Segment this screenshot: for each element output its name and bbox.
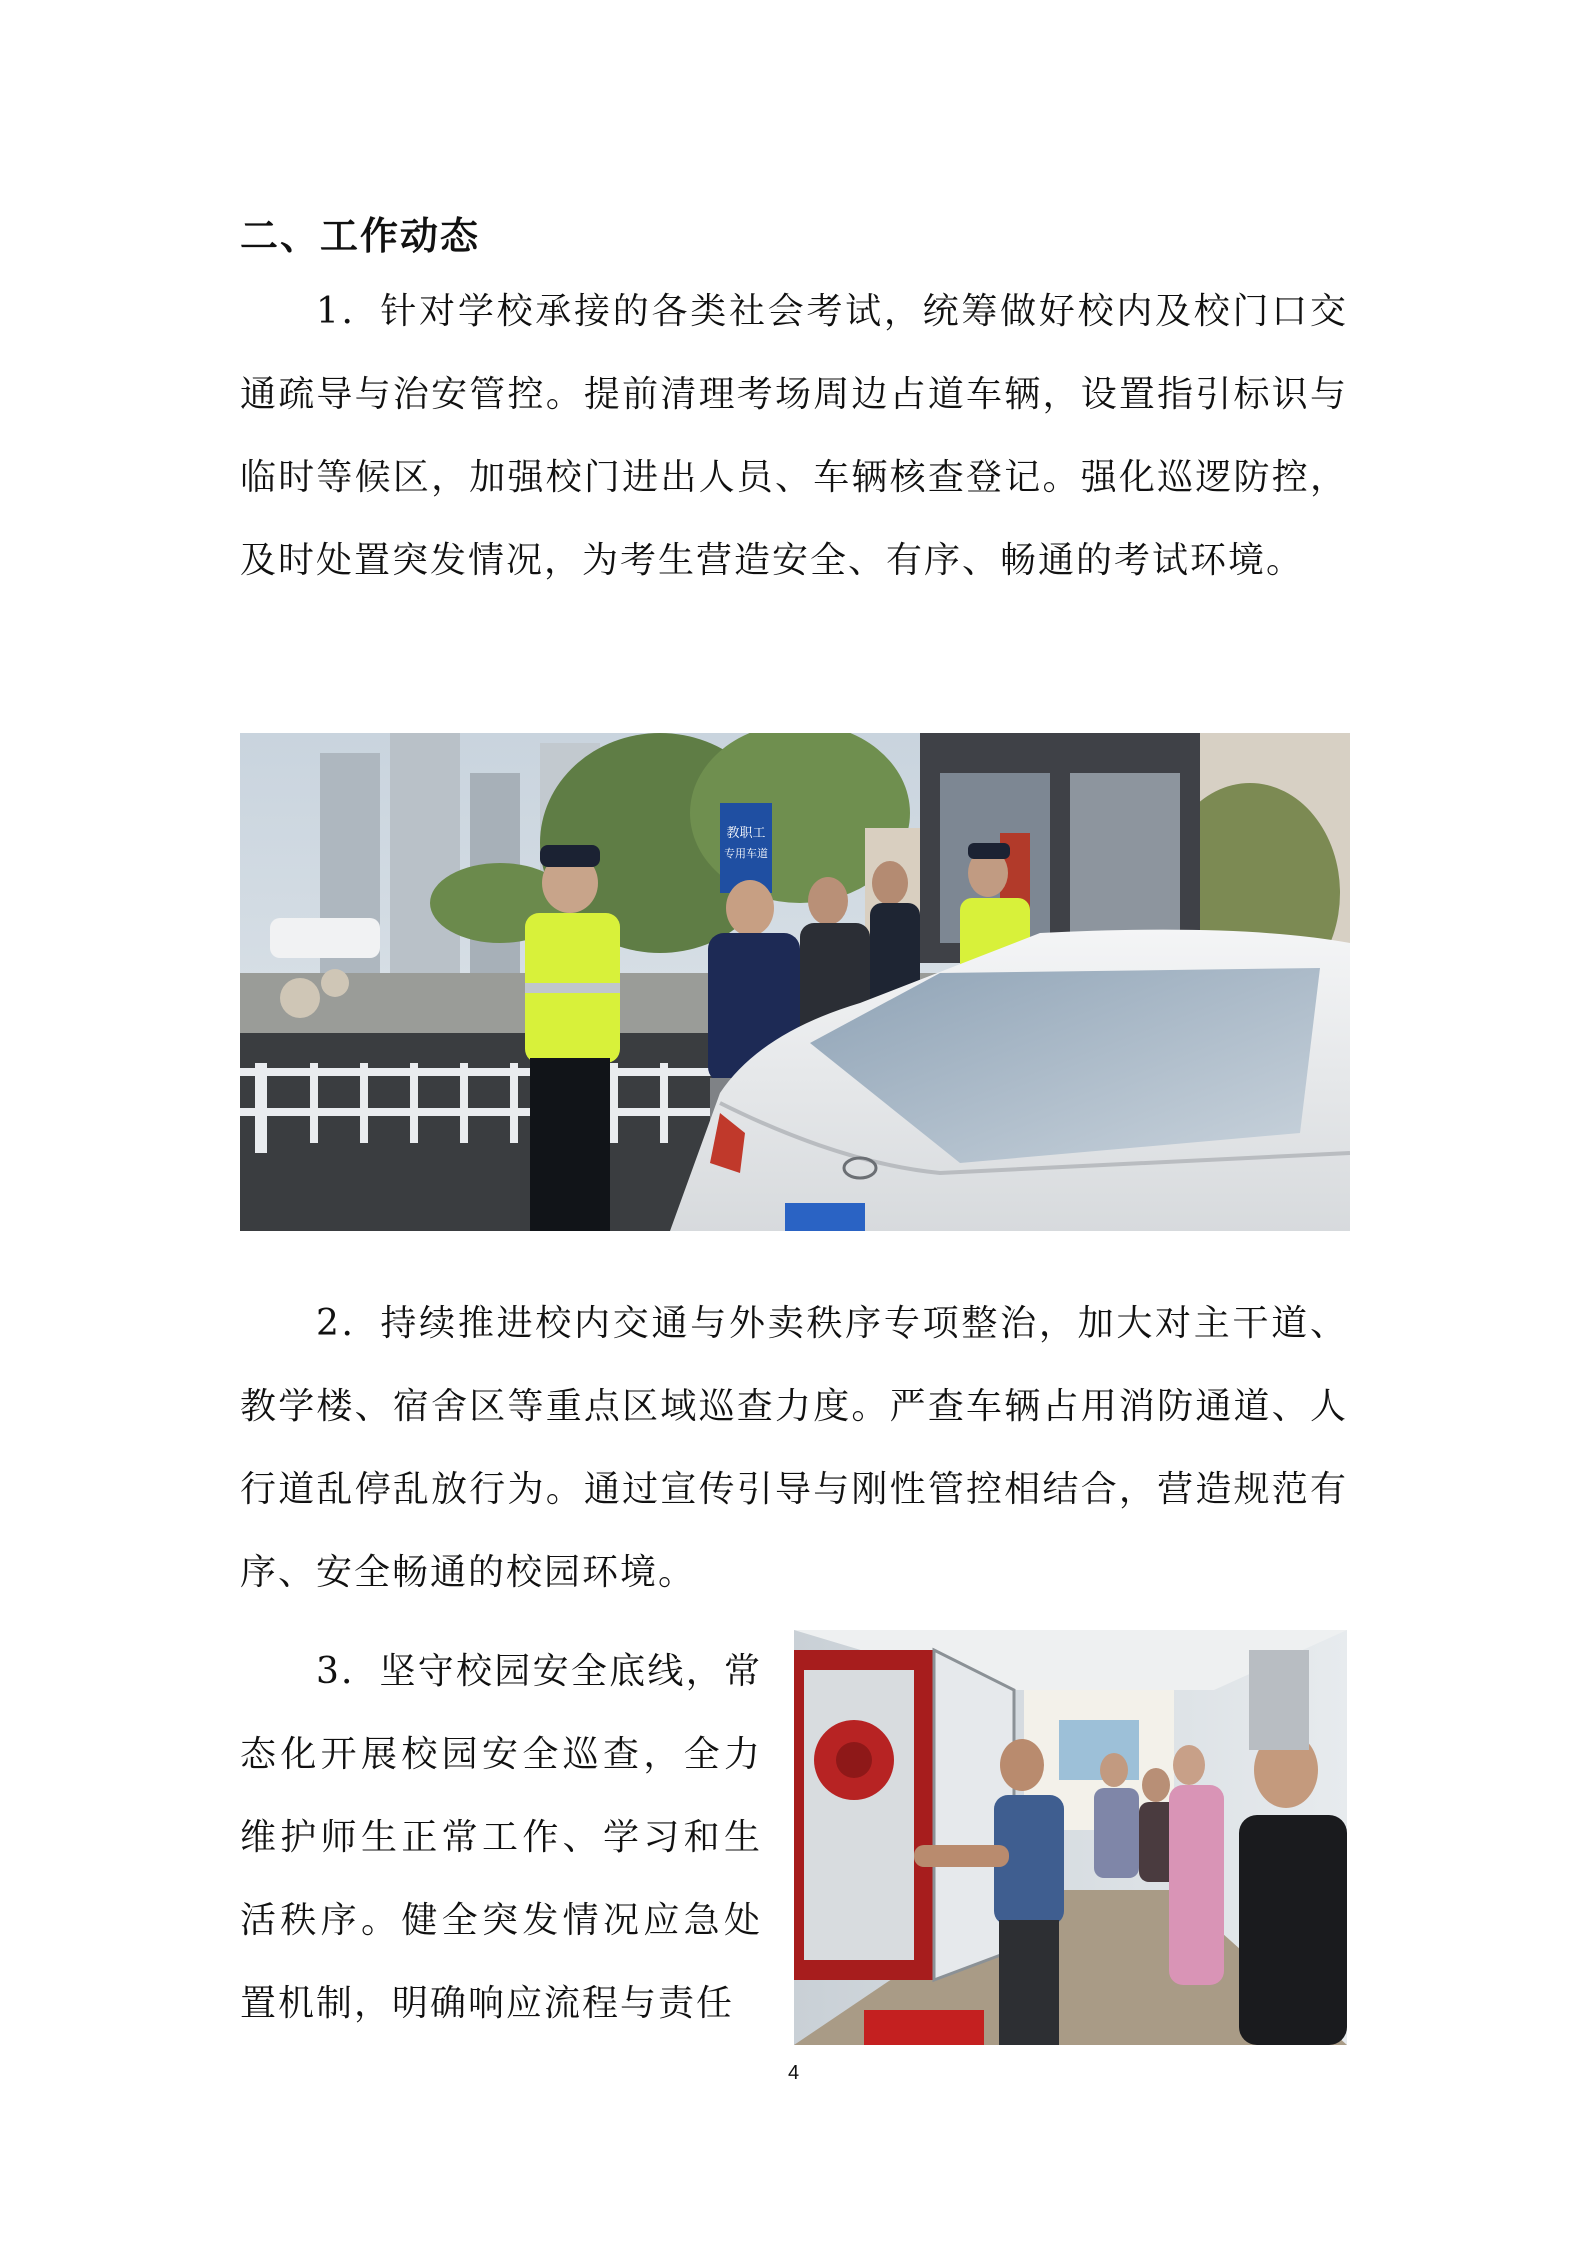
paragraph-1: 1．针对学校承接的各类社会考试，统筹做好校内及校门口交通疏导与治安管控。提前清理考场周边占道车辆，设置指引标识与临时等候区，加强校门进出人员、车辆核查登记。强化巡逻防控，及时处置突发情况，为考生营造安全、有序、畅通的考试环境。 (240, 291, 1348, 581)
photo-fire-equipment-inspection (794, 1630, 1347, 2045)
sign-text-line2: 专用车道 (724, 847, 768, 860)
paragraph-2: 2．持续推进校内交通与外卖秩序专项整治，加大对主干道、教学楼、宿舍区等重点区域巡查力度。严查车辆占用消防通道、人行道乱停乱放行为。通过宣传引导与刚性管控相结合，营造规范有序、安全畅通的校园环境。 (240, 1303, 1348, 1593)
page-number: 4 (787, 2062, 800, 2084)
sign-text-line1: 教职工 (726, 826, 766, 841)
paragraph-3: 3．坚守校园安全底线，常态化开展校园安全巡查，全力维护师生正常工作、学习和生活秩序。健全突发情况应急处置机制，明确响应流程与责任 (240, 1651, 762, 2024)
section-heading: 二、工作动态 (240, 214, 481, 258)
photo-school-gate-traffic (240, 733, 1350, 1231)
